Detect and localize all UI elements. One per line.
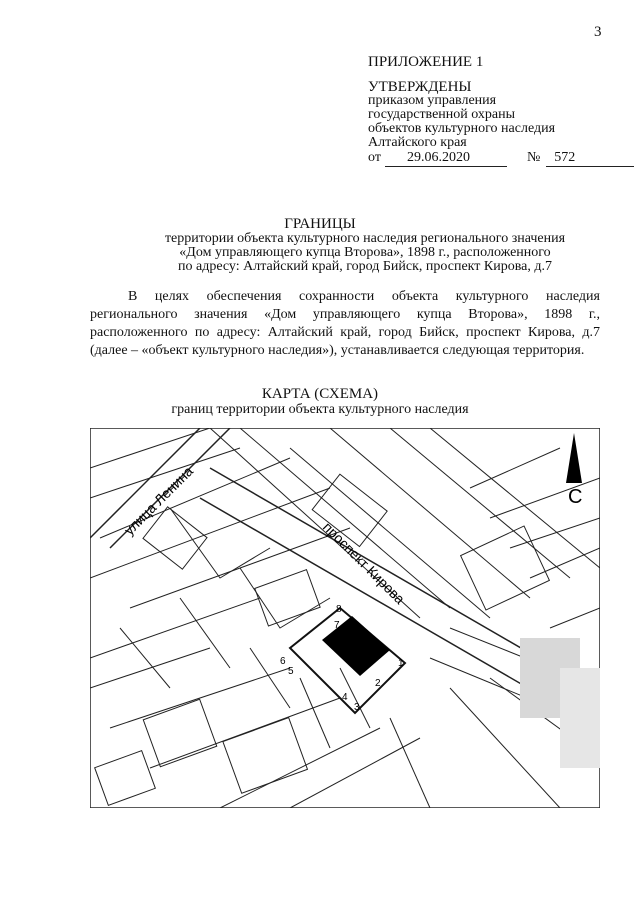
approval-heading: УТВЕРЖДЕНЫ xyxy=(368,79,472,95)
document-subtitle xyxy=(130,232,600,274)
subtitle-line: «Дом управляющего купца Второва», 1898 г., расположенного xyxy=(179,245,551,260)
street-label-lenina: улица Ленина xyxy=(120,462,197,539)
point-label: 6 xyxy=(280,656,286,667)
approval-line: государственной охраны xyxy=(368,107,516,122)
approval-line: приказом управления xyxy=(368,93,497,108)
point-label: 5 xyxy=(288,666,294,677)
subtitle-line: по адресу: Алтайский край, город Бийск, проспект Кирова, д.7 xyxy=(178,259,552,274)
subtitle-line: территории объекта культурного наследия регионального значения xyxy=(164,231,566,246)
point-label: 8 xyxy=(336,604,342,615)
point-label: 1 xyxy=(398,658,404,669)
map-title: КАРТА (СХЕМА) xyxy=(261,386,379,402)
paragraph-text: В целях обеспечения сохранности объекта культурного наследия регионального значения «Дом управляющего купца Второва», 1898 г., расположенного по адресу: Алтайский край, город Бийск, проспект Кирова, д.7 (далее – «объект культурного наследия»), устанавливается следующая территория. xyxy=(90,289,600,358)
from-label: от xyxy=(368,150,381,165)
point-label: 4 xyxy=(342,692,348,703)
page-number: 3 xyxy=(594,24,602,40)
point-label: 7 xyxy=(334,620,340,631)
point-label: 3 xyxy=(354,702,360,713)
point-label: 2 xyxy=(375,678,381,689)
shaded-area xyxy=(560,668,600,768)
map-svg xyxy=(90,428,600,808)
approval-date-number xyxy=(368,150,634,167)
document-title: ГРАНИЦЫ xyxy=(284,216,356,232)
street-label-kirova: проспект Кирова xyxy=(319,518,409,607)
cadastral-map xyxy=(90,428,600,808)
map-subtitle: границ территории объекта культурного наследия xyxy=(171,402,469,417)
appendix-label: ПРИЛОЖЕНИЕ 1 xyxy=(368,54,484,70)
approval-line: Алтайского края xyxy=(368,135,467,150)
body-paragraph xyxy=(90,288,600,360)
approval-date: 29.06.2020 xyxy=(385,150,507,167)
approval-line: объектов культурного наследия xyxy=(368,121,556,136)
approval-number: 572 xyxy=(546,150,634,167)
approval-block xyxy=(368,80,618,150)
number-label: № xyxy=(526,150,541,165)
north-label: С xyxy=(568,486,583,508)
